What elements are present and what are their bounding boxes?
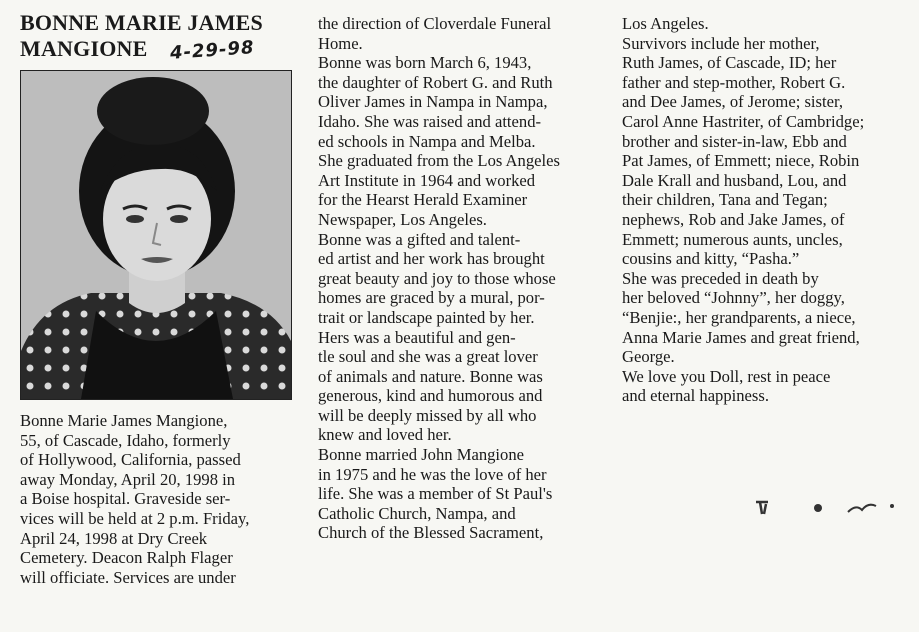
text-line: generous, kind and humorous and [318,386,543,406]
text-line: Art Institute in 1964 and worked [318,170,536,190]
text-line: Anna Marie James and great friend, [622,327,860,347]
text-line: Bonne was a gifted and talent- [318,229,521,249]
text-line: Home. [318,33,363,53]
text-line: life. She was a member of St Paul's [318,484,553,504]
text-line: She was preceded in death by [622,268,819,288]
text-line: ed schools in Nampa and Melba. [318,131,536,151]
text-line: April 24, 1998 at Dry Creek [20,528,208,548]
text-line: We love you Doll, rest in peace [622,366,831,386]
text-line: knew and loved her. [318,425,452,445]
smudge-icon [752,496,902,520]
text-line: will be deeply missed by all who [318,405,537,425]
text-line: Idaho. She was raised and attend- [318,111,542,131]
portrait-photo-icon [21,71,291,399]
handwritten-date: 4-29-98 [169,37,256,64]
text-line: homes are graced by a mural, por- [318,288,545,308]
text-line: their children, Tana and Tegan; [622,190,828,210]
text-line: Carol Anne Hastriter, of Cambridge; [622,111,865,131]
text-line: of animals and nature. Bonne was [318,366,543,386]
text-line: away Monday, April 20, 1998 in [20,469,236,489]
text-line: vices will be held at 2 p.m. Friday, [20,508,250,528]
printing-smudge-marks [752,496,902,524]
text-line: Survivors include her mother, [622,33,820,53]
text-line: Bonne married John Mangione [318,445,524,465]
text-line: Pat James, of Emmett; niece, Robin [622,151,860,171]
obituary-column-2 [318,14,603,543]
text-line: trait or landscape painted by her. [318,307,535,327]
text-line: and Dee James, of Jerome; sister, [622,92,843,112]
text-line: George. [622,347,675,367]
text-line: brother and sister-in-law, Ebb and [622,131,847,151]
text-line: Church of the Blessed Sacrament, [318,523,544,543]
text-line: of Hollywood, California, passed [20,450,241,470]
text-line: Cemetery. Deacon Ralph Flager [20,548,233,568]
text-line: Catholic Church, Nampa, and [318,503,516,523]
text-line: and eternal happiness. [622,386,769,406]
text-line: nephews, Rob and Jake James, of [622,209,845,229]
text-line: Emmett; numerous aunts, uncles, [622,229,843,249]
text-line: for the Hearst Herald Examiner [318,190,528,210]
text-line: 55, of Cascade, Idaho, formerly [20,430,231,450]
text-line: in 1975 and he was the love of her [318,464,547,484]
text-line: her beloved “Johnny”, her doggy, [622,288,845,308]
text-line: great beauty and joy to those whose [318,268,556,288]
text-line: Los Angeles. [622,14,709,33]
text-line: Dale Krall and husband, Lou, and [622,170,847,190]
text-line: Bonne was born March 6, 1943, [318,53,532,73]
headline-line-1: BONNE MARIE JAMES [20,10,263,35]
text-line: tle soul and she was a great lover [318,347,538,367]
text-line: ed artist and her work has brought [318,249,545,269]
portrait-photo [20,70,292,400]
text-line: the direction of Cloverdale Funeral [318,14,552,33]
text-line: the daughter of Robert G. and Ruth [318,72,553,92]
text-line: Hers was a beautiful and gen- [318,327,516,347]
text-line: a Boise hospital. Graveside ser- [20,489,231,509]
text-line: Newspaper, Los Angeles. [318,209,487,229]
obituary-column-3 [622,14,912,406]
headline-line-2: MANGIONE [20,36,148,61]
text-line: She graduated from the Los Angeles [318,151,560,171]
obituary-column-1 [20,411,300,587]
text-line: cousins and kitty, “Pasha.” [622,249,800,269]
text-line: “Benjie:, her grandparents, a niece, [622,307,856,327]
text-line: Ruth James, of Cascade, ID; her [622,53,837,73]
text-line: Oliver James in Nampa in Nampa, [318,92,548,112]
text-line: father and step-mother, Robert G. [622,72,846,92]
text-line: will officiate. Services are under [20,567,236,587]
text-line: Bonne Marie James Mangione, [20,411,228,430]
